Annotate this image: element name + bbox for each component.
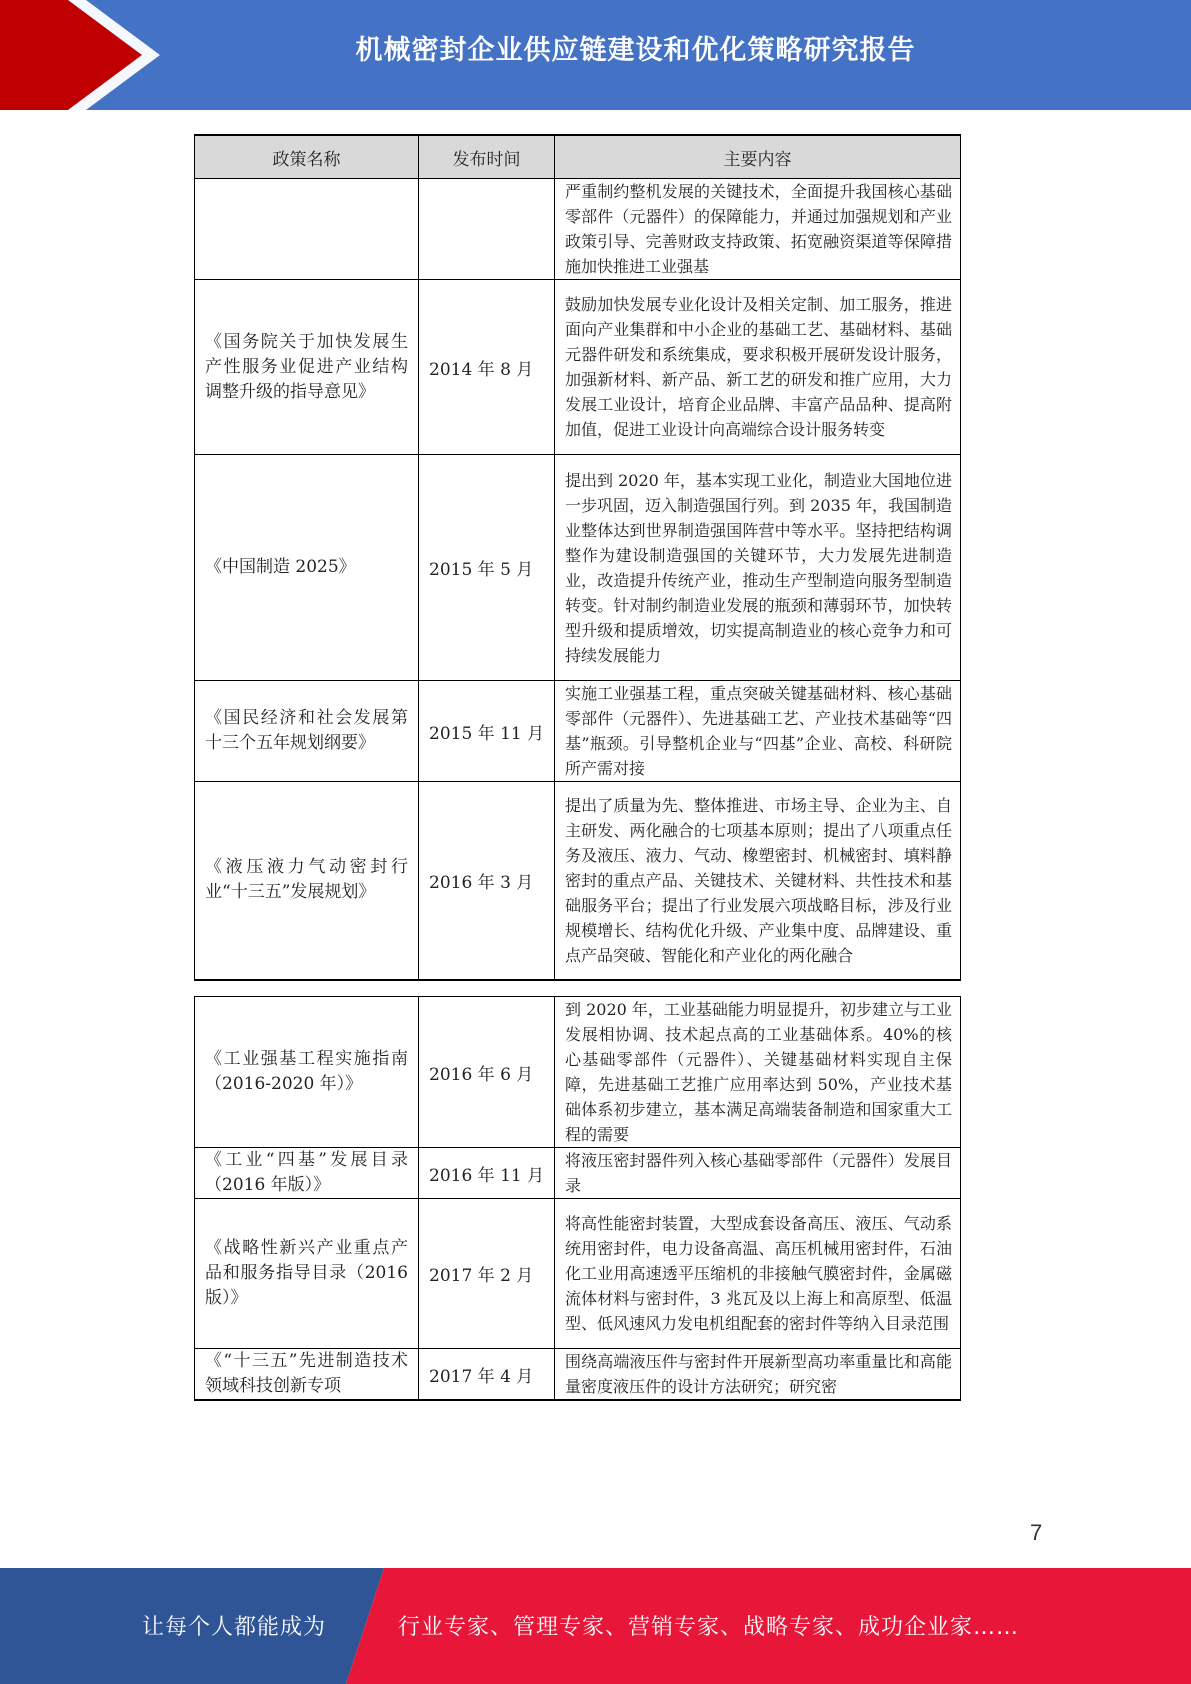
release-date-cell: 2016 年 11 月 xyxy=(419,1148,555,1199)
footer-slogan-right: 行业专家、管理专家、营销专家、战略专家、成功企业家…… xyxy=(398,1615,1020,1640)
policy-table-part-1 xyxy=(194,134,961,981)
table-row xyxy=(195,782,961,980)
release-date-cell: 2014 年 8 月 xyxy=(419,280,555,455)
report-title: 机械密封企业供应链建设和优化策略研究报告 xyxy=(355,35,916,66)
column-header-main-content: 主要内容 xyxy=(555,135,961,179)
release-date-cell: 2015 年 5 月 xyxy=(419,455,555,681)
policy-name-cell xyxy=(195,179,419,280)
main-content-cell: 提出了质量为先、整体推进、市场主导、企业为主、自主研发、两化融合的七项基本原则；提出了八项重点任务及液压、液力、气动、橡塑密封、机械密封、填料静密封的重点产品、关键技术、关键材料、共性技术和基础服务平台；提出了行业发展六项战略目标，涉及行业规模增长、结构优化升级、产业集中度、品牌建设、重点产品突破、智能化和产业化的两化融合 xyxy=(555,782,961,980)
policy-name-cell: 《国民经济和社会发展第十三个五年规划纲要》 xyxy=(195,681,419,782)
policy-name-cell: 《液压液力气动密封行业“十三五”发展规划》 xyxy=(195,782,419,980)
table-row xyxy=(195,179,961,280)
table-row xyxy=(195,1349,961,1401)
page-number: 7 xyxy=(1030,1520,1043,1545)
main-content-cell: 实施工业强基工程，重点突破关键基础材料、核心基础零部件（元器件）、先进基础工艺、产业技术基础等“四基”瓶颈。引导整机企业与“四基”企业、高校、科研院所产需对接 xyxy=(555,681,961,782)
table-row xyxy=(195,280,961,455)
page-header xyxy=(0,0,1191,110)
main-content-cell: 提出到 2020 年，基本实现工业化，制造业大国地位进一步巩固，迈入制造强国行列。到 2035 年，我国制造业整体达到世界制造强国阵营中等水平。坚持把结构调整作为建设制造强国的关键环节，大力发展先进制造业，改造提升传统产业，推动生产型制造向服务型制造转变。针对制约制造业发展的瓶颈和薄弱环节，加快转型升级和提质增效，切实提高制造业的核心竞争力和可持续发展能力 xyxy=(555,455,961,681)
table-row xyxy=(195,1148,961,1199)
footer-slogan-left: 让每个人都能成为 xyxy=(142,1615,327,1640)
release-date-cell: 2015 年 11 月 xyxy=(419,681,555,782)
policy-name-cell: 《国务院关于加快发展生产性服务业促进产业结构调整升级的指导意见》 xyxy=(195,280,419,455)
policy-name-cell: 《中国制造 2025》 xyxy=(195,455,419,681)
policy-name-cell: 《战略性新兴产业重点产品和服务指导目录（2016 版）》 xyxy=(195,1199,419,1349)
page-footer xyxy=(0,1568,1191,1684)
column-header-release-date: 发布时间 xyxy=(419,135,555,179)
release-date-cell: 2017 年 2 月 xyxy=(419,1199,555,1349)
main-content-cell: 严重制约整机发展的关键技术，全面提升我国核心基础零部件（元器件）的保障能力，并通过加强规划和产业政策引导、完善财政支持政策、拓宽融资渠道等保障措施加快推进工业强基 xyxy=(555,179,961,280)
release-date-cell: 2017 年 4 月 xyxy=(419,1349,555,1401)
policy-name-cell: 《工业强基工程实施指南（2016-2020 年）》 xyxy=(195,997,419,1148)
release-date-cell: 2016 年 6 月 xyxy=(419,997,555,1148)
policy-name-cell: 《工业“四基”发展目录（2016 年版）》 xyxy=(195,1148,419,1199)
table-row xyxy=(195,997,961,1148)
release-date-cell: 2016 年 3 月 xyxy=(419,782,555,980)
table-row xyxy=(195,455,961,681)
main-content-cell: 围绕高端液压件与密封件开展新型高功率重量比和高能量密度液压件的设计方法研究；研究密 xyxy=(555,1349,961,1401)
table-row xyxy=(195,681,961,782)
main-content-cell: 将液压密封器件列入核心基础零部件（元器件）发展目录 xyxy=(555,1148,961,1199)
table-row xyxy=(195,1199,961,1349)
policy-table-part-2 xyxy=(194,996,961,1401)
main-content-cell: 将高性能密封装置，大型成套设备高压、液压、气动系统用密封件，电力设备高温、高压机械用密封件，石油化工业用高速透平压缩机的非接触气膜密封件，金属磁流体材料与密封件，3 兆瓦及以上海上和高原型、低温型、低风速风力发电机组配套的密封件等纳入目录范围 xyxy=(555,1199,961,1349)
release-date-cell xyxy=(419,179,555,280)
policy-name-cell: 《“十三五”先进制造技术领域科技创新专项 xyxy=(195,1349,419,1401)
main-content-cell: 鼓励加快发展专业化设计及相关定制、加工服务，推进面向产业集群和中小企业的基础工艺、基础材料、基础元器件研发和系统集成，要求积极开展研发设计服务，加强新材料、新产品、新工艺的研发和推广应用，大力发展工业设计，培育企业品牌、丰富产品品种、提高附加值，促进工业设计向高端综合设计服务转变 xyxy=(555,280,961,455)
column-header-policy-name: 政策名称 xyxy=(195,135,419,179)
table-header-row xyxy=(195,135,961,179)
main-content-cell: 到 2020 年，工业基础能力明显提升，初步建立与工业发展相协调、技术起点高的工业基础体系。40%的核心基础零部件（元器件）、关键基础材料实现自主保障，先进基础工艺推广应用率达到 50%，产业技术基础体系初步建立，基本满足高端装备制造和国家重大工程的需要 xyxy=(555,997,961,1148)
